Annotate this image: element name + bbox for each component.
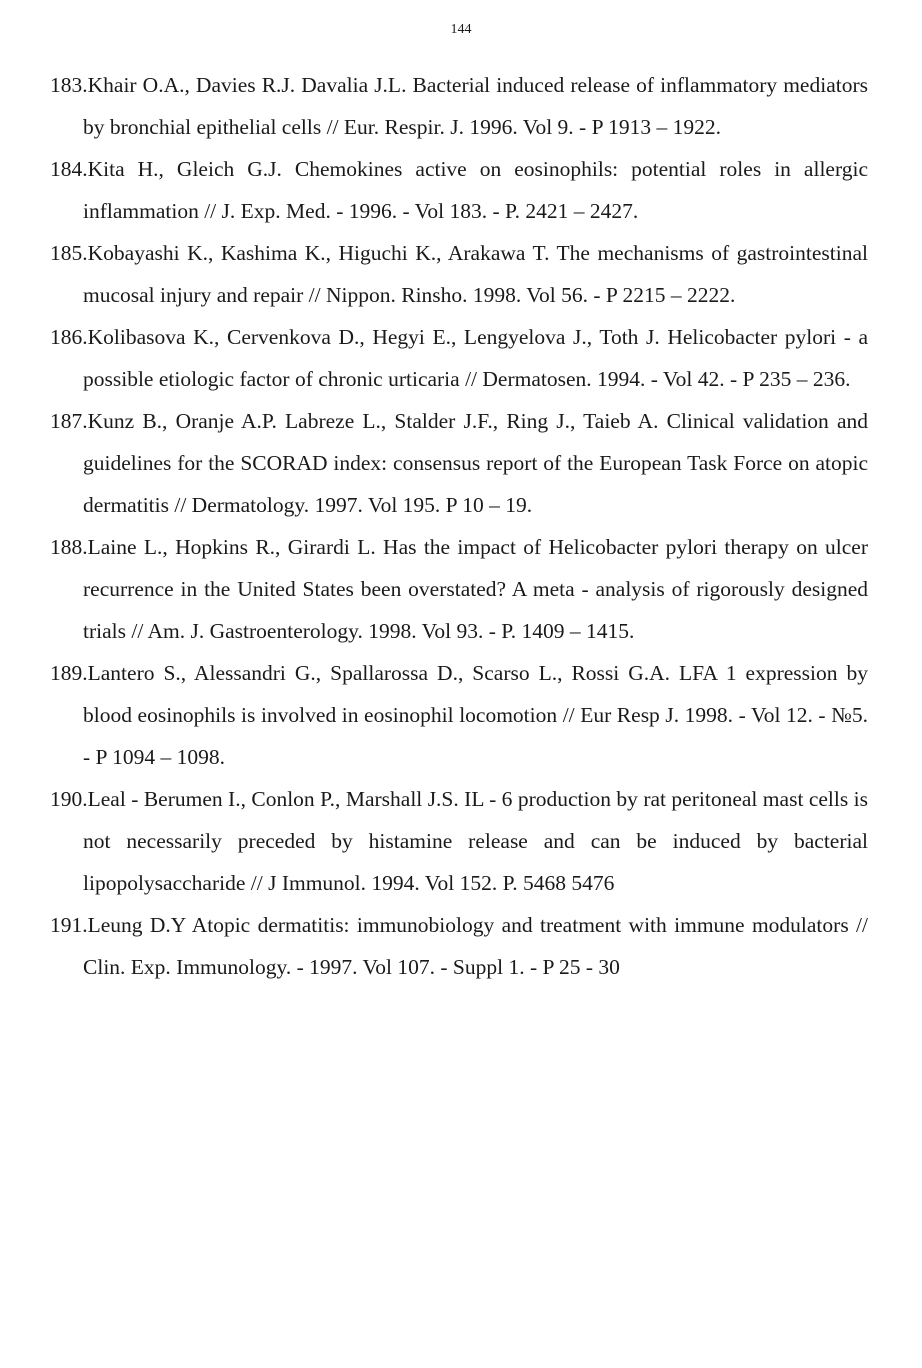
page-number: 144 <box>450 22 472 37</box>
reference-191: 191.Leung D.Y Atopic dermatitis: immunobiology and treatment with immune modulators // Clin. Exp. Immunology. - 1997. Vol 107. - Suppl 1. - P 25 - 30 <box>50 913 868 979</box>
reference-188: 188.Laine L., Hopkins R., Girardi L. Has the impact of Helicobacter pylori therapy on ulcer recurrence in the United States been overstated? A meta - analysis of rigorously designed trials // Am. J. Gastroenterology. 1998. Vol 93. - P. 1409 – 1415. <box>50 535 868 643</box>
reference-186: 186.Kolibasova K., Cervenkova D., Hegyi E., Lengyelova J., Toth J. Helicobacter pylori - a possible etiologic factor of chronic urticaria // Dermatosen. 1994. - Vol 42. - P 235 – 236. <box>50 325 868 391</box>
reference-184: 184.Kita H., Gleich G.J. Chemokines active on eosinophils: potential roles in allergic inflammation // J. Exp. Med. - 1996. - Vol 183. - P. 2421 – 2427. <box>50 157 868 223</box>
reference-list <box>50 64 868 988</box>
reference-185: 185.Kobayashi K., Kashima K., Higuchi K., Arakawa T. The mechanisms of gastrointestinal mucosal injury and repair // Nippon. Rinsho. 1998. Vol 56. - P 2215 – 2222. <box>50 241 868 307</box>
reference-183: 183.Khair O.A., Davies R.J. Davalia J.L. Bacterial induced release of inflammatory mediators by bronchial epithelial cells // Eur. Respir. J. 1996. Vol 9. - P 1913 – 1922. <box>50 73 868 139</box>
reference-187: 187.Kunz B., Oranje A.P. Labreze L., Stalder J.F., Ring J., Taieb A. Clinical validation and guidelines for the SCORAD index: consensus report of the European Task Force on atopic dermatitis // Dermatology. 1997. Vol 195. P 10 – 19. <box>50 409 868 517</box>
reference-190: 190.Leal - Berumen I., Conlon P., Marshall J.S. IL - 6 production by rat peritoneal mast cells is not necessarily preceded by histamine release and can be induced by bacterial lipopolysaccharide // J Immunol. 1994. Vol 152. P. 5468 5476 <box>50 787 868 895</box>
reference-189: 189.Lantero S., Alessandri G., Spallarossa D., Scarso L., Rossi G.A. LFA 1 expression by blood eosinophils is involved in eosinophil locomotion // Eur Resp J. 1998. - Vol 12. - №5. - P 1094 – 1098. <box>50 661 868 769</box>
